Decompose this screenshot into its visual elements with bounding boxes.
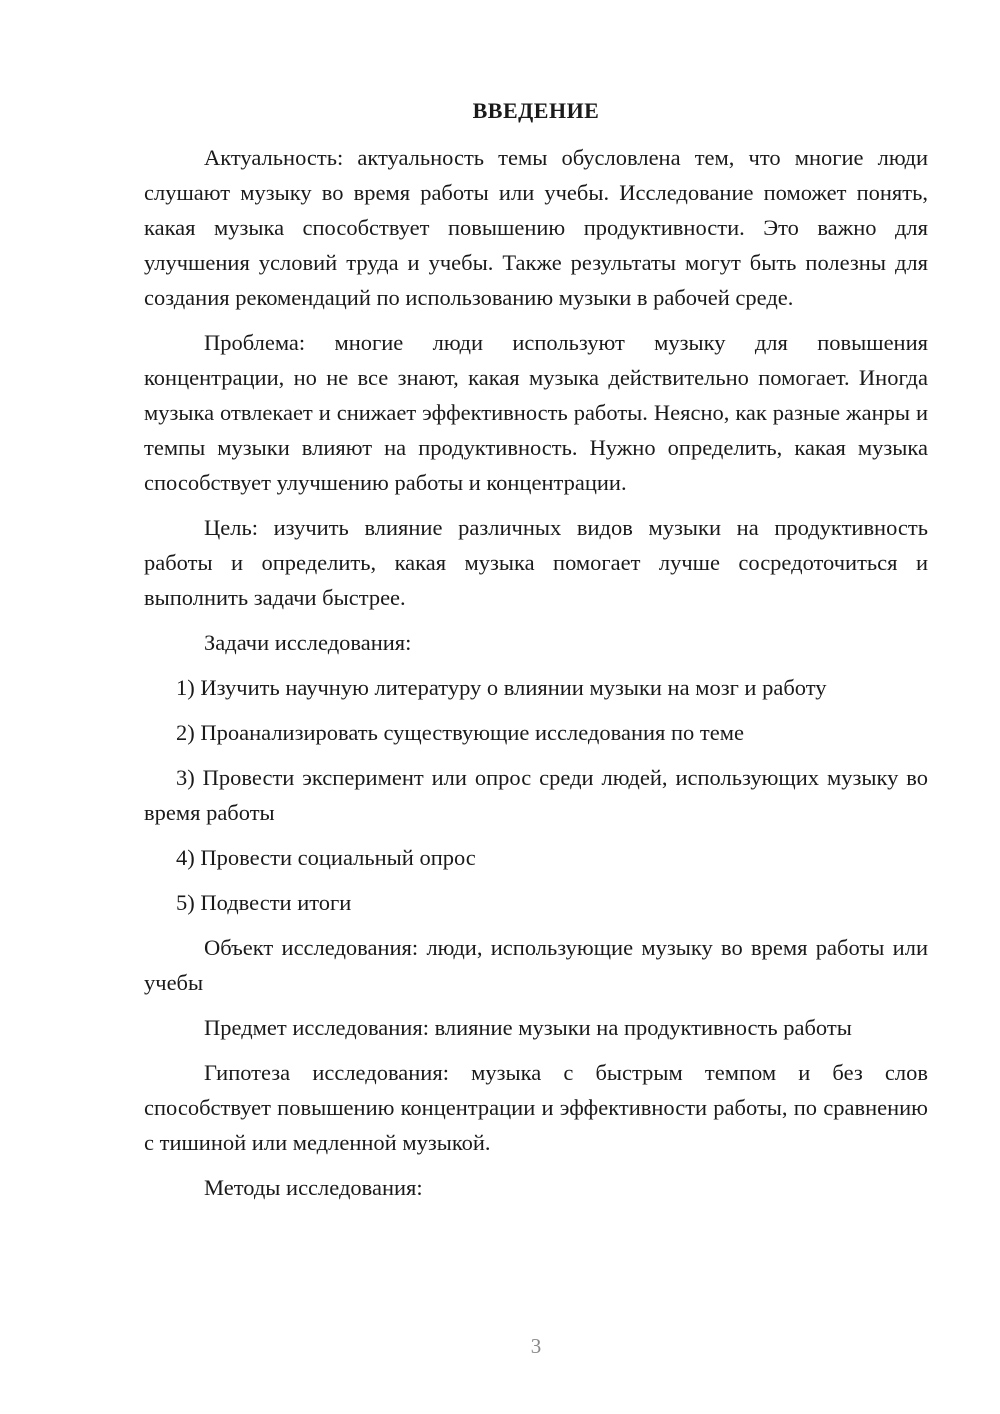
section-title: ВВЕДЕНИЕ: [472, 98, 600, 123]
task-item-5: 5) Подвести итоги: [176, 890, 352, 915]
paragraph-methods-heading: Методы исследования:: [204, 1175, 423, 1200]
task-item-1: 1) Изучить научную литературу о влиянии музыки на мозг и работу: [176, 675, 827, 700]
task-item-2: 2) Проанализировать существующие исследования по теме: [176, 720, 744, 745]
paragraph-goal: Цель: изучить влияние различных видов музыки на продуктивность работы и определить, какая музыка помогает лучше сосредоточиться и выполнить задачи быстрее.: [144, 515, 928, 610]
page-number: 3: [530, 1334, 542, 1358]
paragraph-problem: Проблема: многие люди используют музыку для повышения концентрации, но не все знают, какая музыка действительно помогает. Иногда музыка отвлекает и снижает эффективность работы. Неясно, как разные жанры и темпы музыки влияют на продуктивность. Нужно определить, какая музыка способствует улучшению работы и концентрации.: [144, 330, 928, 495]
paragraph-hypothesis: Гипотеза исследования: музыка с быстрым темпом и без слов способствует повышению концентрации и эффективности работы, по сравнению с тишиной или медленной музыкой.: [144, 1060, 928, 1155]
paragraph-tasks-heading: Задачи исследования:: [204, 630, 412, 655]
task-item-4: 4) Провести социальный опрос: [176, 845, 476, 870]
paragraph-object: Объект исследования: люди, использующие музыку во время работы или учебы: [144, 935, 928, 995]
document-page: [144, 96, 928, 1215]
paragraph-relevance: Актуальность: актуальность темы обусловлена тем, что многие люди слушают музыку во время работы или учебы. Исследование поможет понять, какая музыка способствует повышению продуктивности. Это важно для улучшения условий труда и учебы. Также результаты могут быть полезны для создания рекомендаций по использованию музыки в рабочей среде.: [144, 145, 928, 310]
task-item-3: 3) Провести эксперимент или опрос среди людей, использующих музыку во время работы: [144, 765, 928, 825]
paragraph-subject: Предмет исследования: влияние музыки на продуктивность работы: [204, 1015, 852, 1040]
